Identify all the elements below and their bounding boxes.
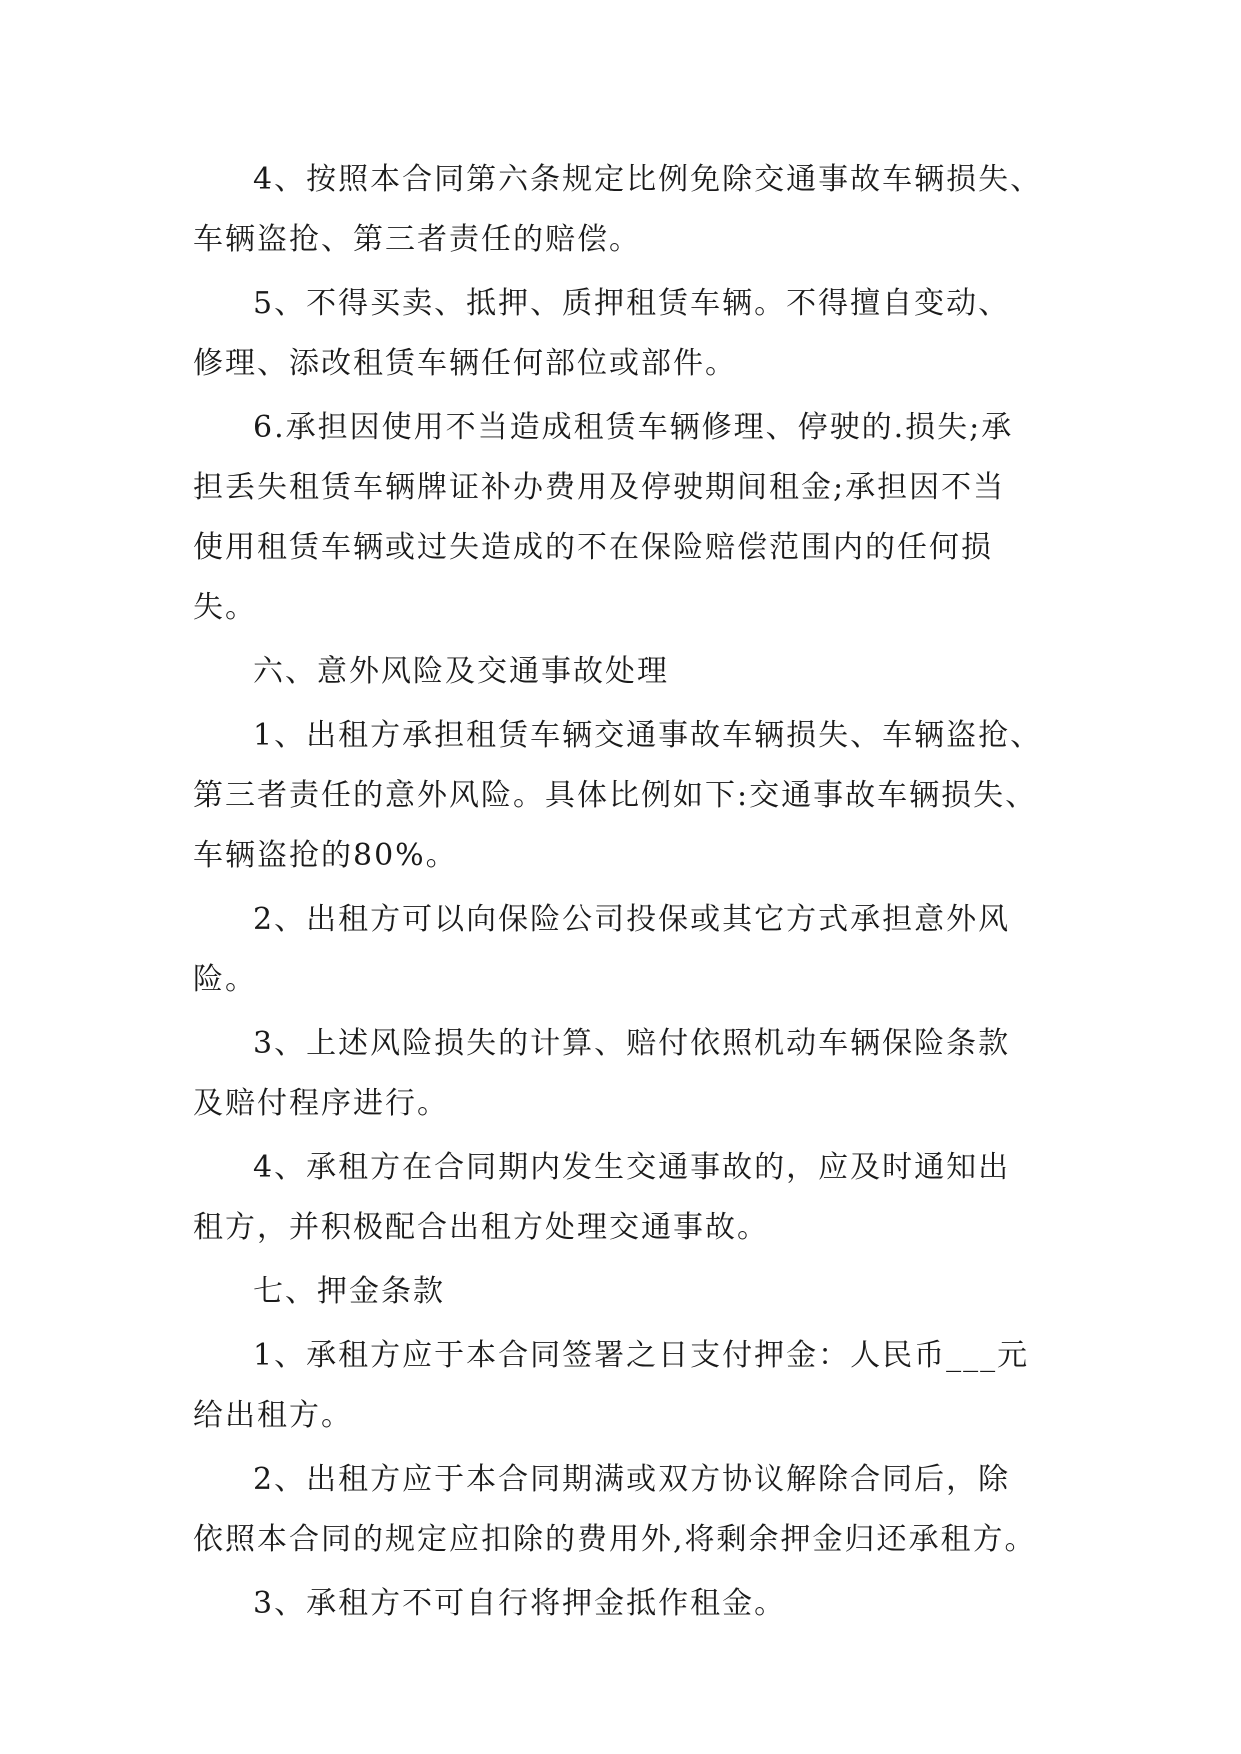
paragraph [193, 642, 1093, 702]
paragraph-line: 依照本合同的规定应扣除的费用外,将剩余押金归还承租方。 [193, 1522, 1037, 1557]
paragraph [193, 1574, 1093, 1634]
paragraph-line: 使用租赁车辆或过失造成的不在保险赔偿范围内的任何损 [193, 530, 993, 565]
paragraph-line: 车辆盗抢、第三者责任的赔偿。 [193, 222, 641, 257]
paragraph [193, 150, 1093, 270]
paragraph-line: 车辆盗抢的80%。 [193, 838, 458, 873]
paragraph [193, 398, 1093, 638]
paragraph [193, 890, 1093, 1010]
paragraph [193, 706, 1093, 886]
paragraph [193, 274, 1093, 394]
paragraph-line: 2、出租方可以向保险公司投保或其它方式承担意外风 [253, 902, 1011, 937]
paragraph-line: 给出租方。 [193, 1398, 353, 1433]
paragraph [193, 1014, 1093, 1134]
paragraph-line: 及赔付程序进行。 [193, 1086, 449, 1121]
paragraph-line: 失。 [193, 590, 257, 625]
paragraph [193, 1326, 1093, 1446]
paragraph-line: 3、承租方不可自行将押金抵作租金。 [253, 1586, 787, 1621]
paragraph-line: 修理、添改租赁车辆任何部位或部件。 [193, 346, 737, 381]
paragraph-line: 5、不得买卖、抵押、质押租赁车辆。不得擅自变动、 [253, 286, 1011, 321]
paragraph-line: 六、意外风险及交通事故处理 [253, 654, 669, 689]
document-body [193, 150, 1093, 1634]
paragraph-line: 6.承担因使用不当造成租赁车辆修理、停驶的.损失;承 [253, 410, 1014, 445]
paragraph [193, 1262, 1093, 1322]
paragraph [193, 1138, 1093, 1258]
paragraph [193, 1450, 1093, 1570]
paragraph-line: 3、上述风险损失的计算、赔付依照机动车辆保险条款 [253, 1026, 1011, 1061]
paragraph-line: 七、押金条款 [253, 1274, 445, 1309]
document-page [193, 150, 1093, 1638]
paragraph-line: 1、出租方承担租赁车辆交通事故车辆损失、车辆盗抢、 [253, 718, 1043, 753]
paragraph-line: 租方，并积极配合出租方处理交通事故。 [193, 1210, 769, 1245]
paragraph-line: 第三者责任的意外风险。具体比例如下:交通事故车辆损失、 [193, 778, 1038, 813]
paragraph-line: 4、按照本合同第六条规定比例免除交通事故车辆损失、 [253, 162, 1043, 197]
paragraph-line: 1、承租方应于本合同签署之日支付押金：人民币___元 [253, 1338, 1030, 1373]
paragraph-line: 担丢失租赁车辆牌证补办费用及停驶期间租金;承担因不当 [193, 470, 1006, 505]
paragraph-line: 险。 [193, 962, 257, 997]
paragraph-line: 4、承租方在合同期内发生交通事故的，应及时通知出 [253, 1150, 1011, 1185]
paragraph-line: 2、出租方应于本合同期满或双方协议解除合同后，除 [253, 1462, 1011, 1497]
